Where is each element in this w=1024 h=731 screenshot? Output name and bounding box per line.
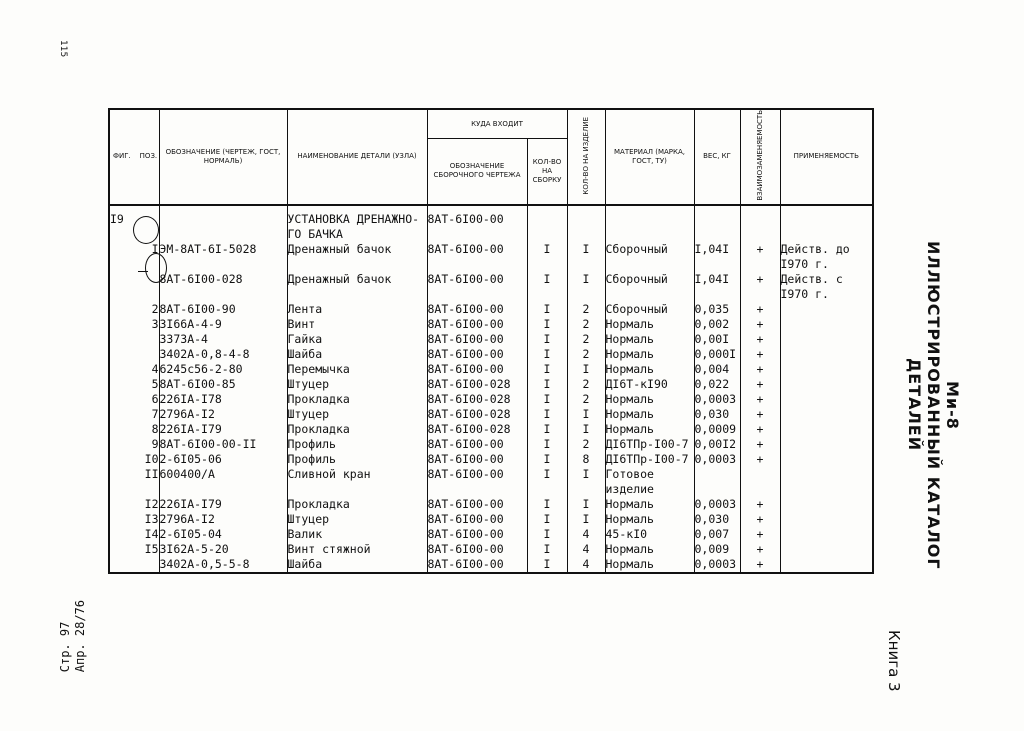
row-item-qty: I bbox=[567, 422, 605, 437]
book-label: Книга 3 bbox=[885, 630, 903, 692]
row-weight: 0,002 bbox=[694, 317, 740, 332]
row-fig bbox=[109, 422, 137, 437]
row-material: Нормаль bbox=[605, 407, 694, 422]
row-interchange: + bbox=[740, 407, 780, 422]
table-row bbox=[109, 512, 873, 527]
row-assy-designation: 8АТ-6I00-00 bbox=[427, 452, 527, 467]
stamp-date: Апр. 28/76 bbox=[73, 600, 87, 673]
header-fig: ФИГ. bbox=[113, 152, 131, 161]
row-interchange: + bbox=[740, 377, 780, 392]
row-weight: 0,0003 bbox=[694, 392, 740, 407]
row-weight bbox=[694, 205, 740, 242]
row-name: Штуцер bbox=[287, 407, 427, 422]
row-fig bbox=[109, 317, 137, 332]
row-assy-designation: 8АТ-6I00-028 bbox=[427, 392, 527, 407]
table-row bbox=[109, 332, 873, 347]
row-pos: 7 bbox=[151, 406, 159, 421]
row-weight: 0,009 bbox=[694, 542, 740, 557]
row-interchange: + bbox=[740, 362, 780, 377]
row-fig bbox=[109, 452, 137, 467]
row-item-qty: I bbox=[567, 512, 605, 527]
row-assy-qty: I bbox=[527, 347, 567, 362]
table-row bbox=[109, 302, 873, 317]
row-item-qty: I bbox=[567, 272, 605, 302]
row-name: Винт bbox=[287, 317, 427, 332]
row-designation: 8АТ-6I00-90 bbox=[159, 302, 287, 317]
row-material: Нормаль bbox=[605, 347, 694, 362]
row-interchange: + bbox=[740, 437, 780, 452]
row-material bbox=[605, 205, 694, 242]
row-assy-designation: 8АТ-6I00-00 bbox=[427, 467, 527, 497]
row-applicability bbox=[780, 527, 873, 542]
row-fig bbox=[109, 332, 137, 347]
row-weight: 0,0003 bbox=[694, 557, 740, 573]
row-designation: 226IА-I79 bbox=[159, 422, 287, 437]
row-material: ДI6ТПр-I00-7 bbox=[605, 452, 694, 467]
row-fig bbox=[109, 542, 137, 557]
row-material: Нормаль bbox=[605, 557, 694, 573]
row-weight: 0,0003 bbox=[694, 497, 740, 512]
row-fig bbox=[109, 527, 137, 542]
row-item-qty: 8 bbox=[567, 452, 605, 467]
row-fig bbox=[109, 347, 137, 362]
row-applicability bbox=[780, 205, 873, 242]
row-name: Лента bbox=[287, 302, 427, 317]
row-designation: 600400/А bbox=[159, 467, 287, 497]
row-weight: 0,000I bbox=[694, 347, 740, 362]
row-name: Дренажный бачок bbox=[287, 242, 427, 272]
row-fig bbox=[109, 437, 137, 452]
row-pos bbox=[137, 332, 159, 347]
row-applicability bbox=[780, 512, 873, 527]
row-assy-qty: I bbox=[527, 527, 567, 542]
row-designation: 2-6I05-06 bbox=[159, 452, 287, 467]
row-assy-designation: 8АТ-6I00-00 bbox=[427, 205, 527, 242]
table-row bbox=[109, 362, 873, 377]
row-designation: 226IА-I78 bbox=[159, 392, 287, 407]
row-applicability bbox=[780, 392, 873, 407]
row-name: Прокладка bbox=[287, 422, 427, 437]
revision-stamp bbox=[58, 600, 88, 672]
row-assy-designation: 8АТ-6I00-00 bbox=[427, 497, 527, 512]
table-row bbox=[109, 242, 873, 272]
row-pos: I0 bbox=[144, 451, 159, 466]
row-material: ДI6Т-кI90 bbox=[605, 377, 694, 392]
row-assy-qty: I bbox=[527, 542, 567, 557]
row-designation: 2-6I05-04 bbox=[159, 527, 287, 542]
table-row bbox=[109, 437, 873, 452]
row-assy-designation: 8АТ-6I00-00 bbox=[427, 437, 527, 452]
row-applicability bbox=[780, 467, 873, 497]
row-assy-qty: I bbox=[527, 557, 567, 573]
row-material: Нормаль bbox=[605, 542, 694, 557]
row-assy-qty: I bbox=[527, 407, 567, 422]
marker-circle bbox=[145, 253, 167, 283]
leader-line bbox=[138, 271, 148, 272]
row-weight: 0,035 bbox=[694, 302, 740, 317]
row-fig bbox=[109, 242, 137, 272]
table-row bbox=[109, 317, 873, 332]
header-applicability: ПРИМЕНЯЕМОСТЬ bbox=[780, 109, 873, 205]
row-item-qty: I bbox=[567, 497, 605, 512]
row-applicability bbox=[780, 347, 873, 362]
row-designation: 6245с56-2-80 bbox=[159, 362, 287, 377]
row-interchange: + bbox=[740, 272, 780, 302]
row-interchange: + bbox=[740, 452, 780, 467]
row-material: Нормаль bbox=[605, 317, 694, 332]
row-item-qty: I bbox=[567, 362, 605, 377]
row-pos: I bbox=[151, 241, 159, 256]
table-row bbox=[109, 272, 873, 302]
row-assy-qty: I bbox=[527, 362, 567, 377]
row-designation bbox=[159, 205, 287, 242]
row-assy-qty: I bbox=[527, 512, 567, 527]
row-assy-designation: 8АТ-6I00-028 bbox=[427, 407, 527, 422]
header-where-used: КУДА ВХОДИТ bbox=[427, 109, 567, 139]
row-item-qty: 2 bbox=[567, 377, 605, 392]
row-name: Профиль bbox=[287, 452, 427, 467]
row-material: Нормаль bbox=[605, 362, 694, 377]
table-row bbox=[109, 347, 873, 362]
row-assy-qty: I bbox=[527, 332, 567, 347]
parts-table bbox=[108, 108, 874, 574]
row-applicability: Действ. до I970 г. bbox=[780, 242, 873, 272]
row-material: Сборочный bbox=[605, 272, 694, 302]
row-applicability bbox=[780, 437, 873, 452]
row-item-qty: 2 bbox=[567, 302, 605, 317]
row-material: Нормаль bbox=[605, 332, 694, 347]
row-assy-qty: I bbox=[527, 392, 567, 407]
row-material: Нормаль bbox=[605, 512, 694, 527]
row-name: Прокладка bbox=[287, 497, 427, 512]
row-pos: 9 bbox=[151, 436, 159, 451]
row-item-qty: I bbox=[567, 242, 605, 272]
page-number: 115 bbox=[58, 40, 68, 58]
header-weight: ВЕС, КГ bbox=[694, 109, 740, 205]
table-row bbox=[109, 205, 873, 242]
row-weight: 0,007 bbox=[694, 527, 740, 542]
header-interchange: ВЗАИМОЗАМЕНЯЕМОСТЬ bbox=[740, 109, 780, 205]
row-pos: 5 bbox=[151, 376, 159, 391]
row-fig bbox=[109, 497, 137, 512]
header-material: МАТЕРИАЛ (МАРКА, ГОСТ, ТУ) bbox=[605, 109, 694, 205]
row-assy-designation: 8АТ-6I00-00 bbox=[427, 512, 527, 527]
row-fig bbox=[109, 362, 137, 377]
row-material: Нормаль bbox=[605, 497, 694, 512]
row-applicability: Действ. с I970 г. bbox=[780, 272, 873, 302]
row-item-qty: 4 bbox=[567, 542, 605, 557]
row-assy-designation: 8АТ-6I00-00 bbox=[427, 527, 527, 542]
row-designation: 3373А-4 bbox=[159, 332, 287, 347]
row-assy-qty: I bbox=[527, 422, 567, 437]
row-assy-qty: I bbox=[527, 497, 567, 512]
row-interchange: + bbox=[740, 512, 780, 527]
row-weight: 0,022 bbox=[694, 377, 740, 392]
row-name: Перемычка bbox=[287, 362, 427, 377]
row-item-qty: 2 bbox=[567, 437, 605, 452]
row-applicability bbox=[780, 422, 873, 437]
row-weight: 0,030 bbox=[694, 512, 740, 527]
row-name: Сливной кран bbox=[287, 467, 427, 497]
row-item-qty: 2 bbox=[567, 347, 605, 362]
row-designation: 2796А-I2 bbox=[159, 407, 287, 422]
row-item-qty bbox=[567, 205, 605, 242]
row-assy-qty bbox=[527, 205, 567, 242]
row-item-qty: I bbox=[567, 467, 605, 497]
row-pos: I2 bbox=[144, 496, 159, 511]
row-designation: 2796А-I2 bbox=[159, 512, 287, 527]
row-weight: I,04I bbox=[694, 272, 740, 302]
row-designation: 8АТ-6I00-85 bbox=[159, 377, 287, 392]
row-designation: ЭМ-8АТ-6I-5028 bbox=[159, 242, 287, 272]
row-name: Валик bbox=[287, 527, 427, 542]
row-interchange: + bbox=[740, 392, 780, 407]
catalog-title bbox=[905, 210, 962, 600]
row-item-qty: I bbox=[567, 407, 605, 422]
row-name: Штуцер bbox=[287, 512, 427, 527]
table-row bbox=[109, 542, 873, 557]
row-item-qty: 4 bbox=[567, 557, 605, 573]
row-assy-designation: 8АТ-6I00-00 bbox=[427, 272, 527, 302]
row-interchange bbox=[740, 205, 780, 242]
row-pos bbox=[137, 557, 159, 573]
row-interchange: + bbox=[740, 542, 780, 557]
row-applicability bbox=[780, 542, 873, 557]
row-pos: 2 bbox=[151, 301, 159, 316]
header-designation: ОБОЗНАЧЕНИЕ (ЧЕРТЕЖ, ГОСТ, НОРМАЛЬ) bbox=[159, 109, 287, 205]
row-interchange: + bbox=[740, 317, 780, 332]
row-interchange: + bbox=[740, 302, 780, 317]
row-name: УСТАНОВКА ДРЕНАЖНО-ГО БАЧКА bbox=[287, 205, 427, 242]
table-header-row bbox=[109, 109, 873, 139]
table-row bbox=[109, 527, 873, 542]
row-assy-designation: 8АТ-6I00-028 bbox=[427, 422, 527, 437]
row-pos: I4 bbox=[144, 526, 159, 541]
row-designation: 8АТ-6I00-028 bbox=[159, 272, 287, 302]
table-row bbox=[109, 452, 873, 467]
row-assy-designation: 8АТ-6I00-00 bbox=[427, 242, 527, 272]
row-interchange: + bbox=[740, 242, 780, 272]
row-pos: 8 bbox=[151, 421, 159, 436]
row-weight: 0,00I2 bbox=[694, 437, 740, 452]
row-weight: 0,030 bbox=[694, 407, 740, 422]
row-name: Шайба bbox=[287, 347, 427, 362]
row-name: Дренажный бачок bbox=[287, 272, 427, 302]
row-assy-qty: I bbox=[527, 377, 567, 392]
row-material: Сборочный bbox=[605, 242, 694, 272]
row-assy-qty: I bbox=[527, 272, 567, 302]
row-weight bbox=[694, 467, 740, 497]
row-name: Гайка bbox=[287, 332, 427, 347]
row-fig bbox=[109, 272, 137, 302]
row-material: ДI6ТПр-I00-7 bbox=[605, 437, 694, 452]
row-applicability bbox=[780, 377, 873, 392]
row-pos: 4 bbox=[151, 361, 159, 376]
row-name: Шайба bbox=[287, 557, 427, 573]
catalog-title-model: Ми-8 bbox=[943, 380, 962, 430]
row-item-qty: 2 bbox=[567, 317, 605, 332]
row-fig bbox=[109, 512, 137, 527]
header-fig-pos bbox=[109, 109, 159, 205]
row-name: Профиль bbox=[287, 437, 427, 452]
row-applicability bbox=[780, 332, 873, 347]
row-weight: 0,00I bbox=[694, 332, 740, 347]
row-designation: 3402А-0,8-4-8 bbox=[159, 347, 287, 362]
row-designation: 8АТ-6I00-00-II bbox=[159, 437, 287, 452]
row-applicability bbox=[780, 452, 873, 467]
row-assy-qty: I bbox=[527, 317, 567, 332]
row-fig bbox=[109, 392, 137, 407]
row-assy-qty: I bbox=[527, 437, 567, 452]
row-applicability bbox=[780, 557, 873, 573]
row-fig bbox=[109, 302, 137, 317]
row-designation: 3I66А-4-9 bbox=[159, 317, 287, 332]
table-row bbox=[109, 392, 873, 407]
row-material: 45-кI0 bbox=[605, 527, 694, 542]
row-assy-qty: I bbox=[527, 242, 567, 272]
row-material: Нормаль bbox=[605, 422, 694, 437]
row-interchange: + bbox=[740, 527, 780, 542]
row-weight: 0,004 bbox=[694, 362, 740, 377]
row-fig bbox=[109, 467, 137, 497]
table-row bbox=[109, 377, 873, 392]
stamp-page: Стр. 97 bbox=[58, 621, 72, 673]
row-assy-designation: 8АТ-6I00-00 bbox=[427, 362, 527, 377]
row-assy-designation: 8АТ-6I00-00 bbox=[427, 542, 527, 557]
table-row bbox=[109, 467, 873, 497]
header-assy-designation: ОБОЗНАЧЕНИЕ СБОРОЧНОГО ЧЕРТЕЖА bbox=[427, 139, 527, 205]
table-row bbox=[109, 407, 873, 422]
row-item-qty: 2 bbox=[567, 392, 605, 407]
row-weight: 0,0003 bbox=[694, 452, 740, 467]
row-assy-designation: 8АТ-6I00-00 bbox=[427, 317, 527, 332]
header-assy-qty: КОЛ-ВО НА СБОРКУ bbox=[527, 139, 567, 205]
row-interchange: + bbox=[740, 347, 780, 362]
row-pos: I5 bbox=[144, 541, 159, 556]
row-pos: I3 bbox=[144, 511, 159, 526]
catalog-title-text: ИЛЛЮСТРИРОВАННЫЙ КАТАЛОГ ДЕТАЛЕЙ bbox=[905, 240, 943, 570]
row-applicability bbox=[780, 407, 873, 422]
row-weight: 0,0009 bbox=[694, 422, 740, 437]
row-designation: 3I62А-5-20 bbox=[159, 542, 287, 557]
row-assy-qty: I bbox=[527, 467, 567, 497]
row-fig bbox=[109, 557, 137, 573]
row-material: Сборочный bbox=[605, 302, 694, 317]
row-applicability bbox=[780, 362, 873, 377]
row-interchange bbox=[740, 467, 780, 497]
row-assy-designation: 8АТ-6I00-00 bbox=[427, 302, 527, 317]
row-assy-qty: I bbox=[527, 452, 567, 467]
header-name: НАИМЕНОВАНИЕ ДЕТАЛИ (УЗЛА) bbox=[287, 109, 427, 205]
table-row bbox=[109, 557, 873, 573]
row-name: Штуцер bbox=[287, 377, 427, 392]
row-fig bbox=[109, 407, 137, 422]
row-item-qty: 4 bbox=[567, 527, 605, 542]
row-pos: II bbox=[144, 466, 159, 481]
row-pos: 6 bbox=[151, 391, 159, 406]
table-row bbox=[109, 422, 873, 437]
row-weight: I,04I bbox=[694, 242, 740, 272]
row-interchange: + bbox=[740, 332, 780, 347]
row-assy-qty: I bbox=[527, 302, 567, 317]
row-name: Прокладка bbox=[287, 392, 427, 407]
header-pos: ПОЗ. bbox=[139, 152, 158, 161]
row-material: Готовое изделие bbox=[605, 467, 694, 497]
row-interchange: + bbox=[740, 557, 780, 573]
row-designation: 226IА-I79 bbox=[159, 497, 287, 512]
row-fig: I9 bbox=[110, 211, 124, 226]
row-assy-designation: 8АТ-6I00-028 bbox=[427, 377, 527, 392]
table-row bbox=[109, 497, 873, 512]
row-applicability bbox=[780, 497, 873, 512]
row-interchange: + bbox=[740, 497, 780, 512]
row-material: Нормаль bbox=[605, 392, 694, 407]
row-designation: 3402А-0,5-5-8 bbox=[159, 557, 287, 573]
header-item-qty: КОЛ-ВО НА ИЗДЕЛИЕ bbox=[567, 109, 605, 205]
row-assy-designation: 8АТ-6I00-00 bbox=[427, 557, 527, 573]
row-applicability bbox=[780, 302, 873, 317]
row-interchange: + bbox=[740, 422, 780, 437]
marker-circle bbox=[133, 216, 159, 244]
row-fig bbox=[109, 377, 137, 392]
row-assy-designation: 8АТ-6I00-00 bbox=[427, 347, 527, 362]
row-assy-designation: 8АТ-6I00-00 bbox=[427, 332, 527, 347]
row-name: Винт стяжной bbox=[287, 542, 427, 557]
row-applicability bbox=[780, 317, 873, 332]
row-item-qty: 2 bbox=[567, 332, 605, 347]
row-pos bbox=[137, 347, 159, 362]
row-pos: 3 bbox=[151, 316, 159, 331]
